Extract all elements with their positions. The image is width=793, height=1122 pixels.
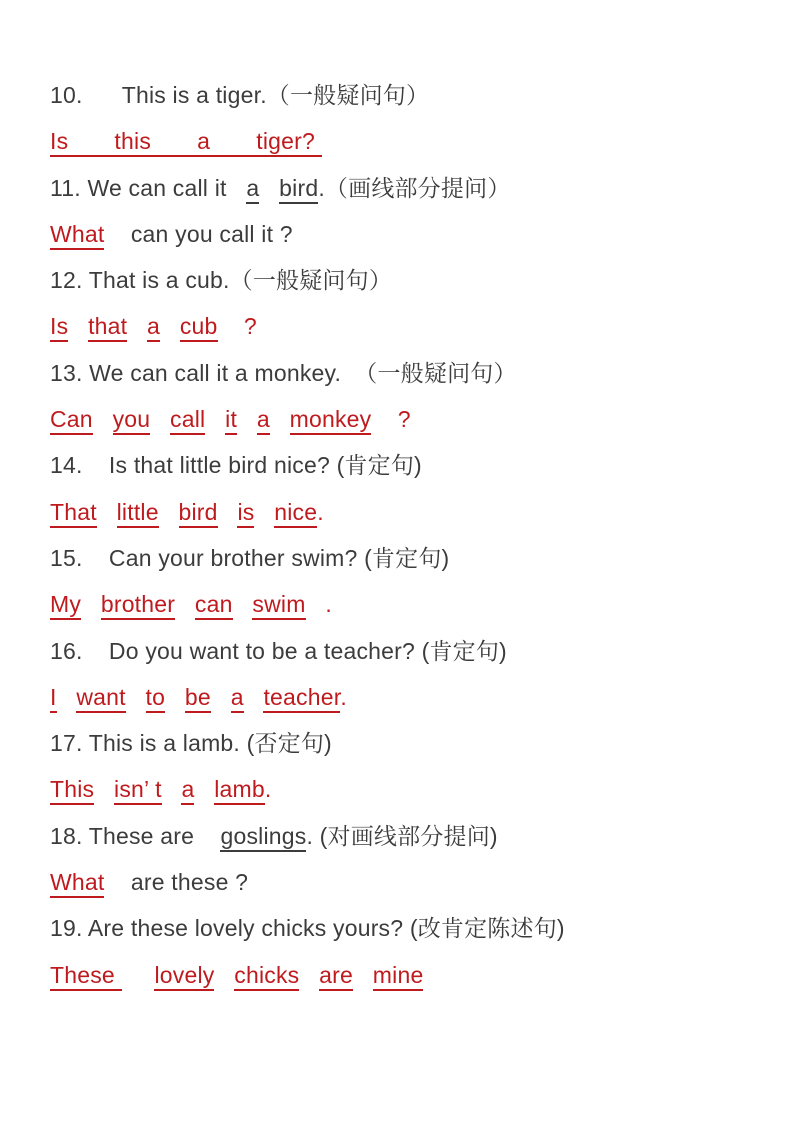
question-14 xyxy=(50,442,763,488)
underlined-text: are xyxy=(319,962,353,991)
underlined-text: mine xyxy=(373,962,424,991)
text xyxy=(254,499,274,525)
underlined-text: What xyxy=(50,221,104,250)
text xyxy=(68,313,88,339)
underlined-text: that xyxy=(88,313,127,342)
text xyxy=(104,221,130,247)
text xyxy=(150,406,170,432)
underlined-text: can xyxy=(195,591,233,620)
text xyxy=(244,684,264,710)
answer-19 xyxy=(50,952,763,998)
text: 15. Can your brother swim? (肯定句) xyxy=(50,544,450,571)
underlined-text: Is xyxy=(50,313,68,342)
text xyxy=(57,684,77,710)
text xyxy=(160,313,180,339)
underlined-text: a xyxy=(246,175,259,204)
text: 13. We can call it a monkey. （一般疑问句） xyxy=(50,359,517,386)
question-10 xyxy=(50,72,763,118)
underlined-text: call xyxy=(170,406,205,435)
question-11 xyxy=(50,165,763,211)
text xyxy=(306,591,326,617)
underlined-text: teacher xyxy=(263,684,340,713)
text: 10. This is a tiger.（一般疑问句） xyxy=(50,82,430,108)
text xyxy=(126,684,146,710)
text xyxy=(127,313,147,339)
underlined-text: What xyxy=(50,869,104,898)
text xyxy=(93,406,113,432)
text: ? xyxy=(397,406,411,433)
underlined-text: lamb xyxy=(214,776,265,805)
text xyxy=(218,499,238,525)
question-17 xyxy=(50,720,763,766)
text xyxy=(270,406,290,432)
text: 12. That is a cub.（一般疑问句） xyxy=(50,267,393,294)
text: . xyxy=(264,776,272,803)
text xyxy=(205,406,225,432)
text xyxy=(371,406,397,432)
underlined-text: goslings xyxy=(220,823,306,852)
underlined-text: a xyxy=(147,313,160,342)
underlined-text: Is this a tiger? xyxy=(50,128,322,157)
text xyxy=(165,684,185,710)
text xyxy=(104,869,130,895)
text: 18. These are xyxy=(50,822,195,849)
text xyxy=(159,499,179,525)
answer-16 xyxy=(50,674,763,720)
text xyxy=(94,776,114,802)
text xyxy=(194,776,214,802)
text xyxy=(175,591,195,617)
answer-10 xyxy=(50,118,763,164)
underlined-text: monkey xyxy=(290,406,372,435)
underlined-text: nice xyxy=(274,499,317,528)
underlined-text: cub xyxy=(180,313,218,342)
question-12 xyxy=(50,257,763,303)
underlined-text: to xyxy=(146,684,166,713)
text xyxy=(218,313,244,339)
underlined-text: a xyxy=(181,776,194,805)
text xyxy=(227,175,247,201)
underlined-text: These xyxy=(50,962,122,991)
underlined-text: isn’ t xyxy=(114,776,162,805)
answer-14 xyxy=(50,489,763,535)
text xyxy=(122,962,155,988)
text xyxy=(214,962,234,988)
question-16 xyxy=(50,628,763,674)
text: . xyxy=(325,591,332,618)
text: .（画线部分提问） xyxy=(318,174,511,201)
question-13 xyxy=(50,350,763,396)
answer-15 xyxy=(50,581,763,627)
text: . xyxy=(340,683,347,710)
text: 17. This is a lamb. (否定句) xyxy=(50,730,332,757)
answer-17 xyxy=(50,766,763,812)
text xyxy=(259,175,279,201)
underlined-text: be xyxy=(185,684,211,713)
underlined-text: My xyxy=(50,591,81,620)
text xyxy=(81,591,101,617)
text xyxy=(299,962,319,988)
text: ? xyxy=(243,313,257,340)
text: 14. Is that little bird nice? (肯定句) xyxy=(50,452,422,479)
answer-12 xyxy=(50,303,763,349)
text xyxy=(97,499,117,525)
underlined-text: you xyxy=(113,406,151,435)
answer-11 xyxy=(50,211,763,257)
underlined-text: a xyxy=(257,406,270,435)
text: . (对画线部分提问) xyxy=(306,822,498,849)
underlined-text: it xyxy=(225,406,237,435)
underlined-text: bird xyxy=(279,175,318,204)
underlined-text: I xyxy=(50,684,57,713)
text: . xyxy=(317,498,324,525)
answer-18 xyxy=(50,859,763,905)
text xyxy=(162,776,182,802)
text: are these ? xyxy=(130,869,249,896)
underlined-text: want xyxy=(76,684,125,713)
underlined-text: little xyxy=(117,499,159,528)
underlined-text: is xyxy=(237,499,254,528)
text: 16. Do you want to be a teacher? (肯定句) xyxy=(50,637,507,664)
text xyxy=(233,591,253,617)
underlined-text: lovely xyxy=(154,962,214,991)
text xyxy=(353,962,373,988)
underlined-text: a xyxy=(231,684,244,713)
text xyxy=(211,684,231,710)
text: can you call it ? xyxy=(130,220,293,247)
underlined-text: brother xyxy=(101,591,175,620)
underlined-text: chicks xyxy=(234,962,299,991)
answer-13 xyxy=(50,396,763,442)
underlined-text: This xyxy=(50,776,94,805)
text: 19. Are these lovely chicks yours? (改肯定陈述句) xyxy=(50,915,565,942)
underlined-text: Can xyxy=(50,406,93,435)
question-15 xyxy=(50,535,763,581)
underlined-text: swim xyxy=(252,591,305,620)
text: 11. We can call it xyxy=(50,174,227,201)
text xyxy=(237,406,257,432)
question-19 xyxy=(50,905,763,951)
underlined-text: bird xyxy=(179,499,218,528)
underlined-text: That xyxy=(50,499,97,528)
question-18 xyxy=(50,813,763,859)
text xyxy=(194,823,220,849)
